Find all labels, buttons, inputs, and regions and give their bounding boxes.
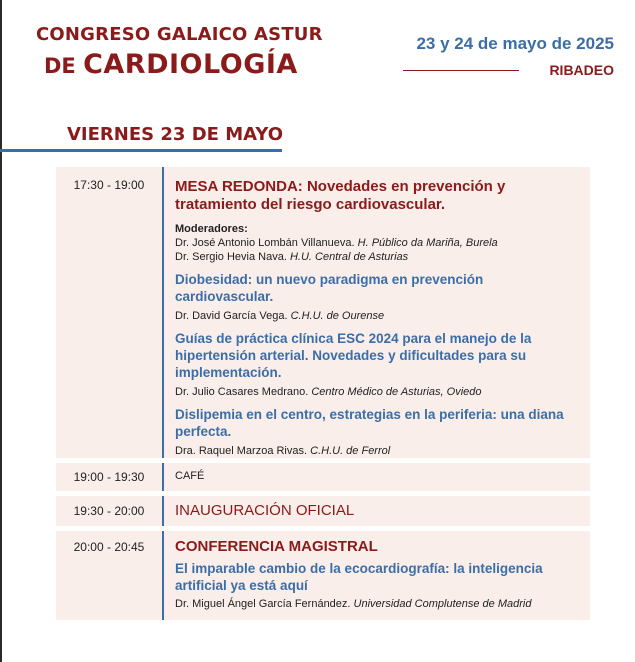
venue-divider (403, 70, 519, 71)
session-time: 17:30 - 19:00 (73, 178, 145, 192)
talk-title: Diobesidad: un nuevo paradigma en prevención cardiovascular. (175, 272, 484, 304)
schedule-block-inauguracion (56, 496, 590, 526)
congress-title-main: CARDIOLOGÍA (83, 49, 298, 80)
time-divider (162, 167, 164, 458)
speaker-institution: Universidad Complutense de Madrid (353, 598, 532, 610)
speaker-name: Dr. Miguel Ángel García Fernández. (175, 598, 351, 610)
time-divider (162, 496, 164, 526)
congress-dates: 23 y 24 de mayo de 2025 (416, 34, 614, 53)
talk-title: Dislipemia en el centro, estrategias en la periferia: una diana perfecta. (175, 407, 564, 439)
session-label: CAFÉ (175, 470, 205, 482)
moderator-name: Dr. José Antonio Lombán Villanueva. (175, 237, 355, 249)
congress-title (36, 24, 323, 80)
session-content (175, 178, 580, 458)
congress-title-line1: CONGRESO GALAICO ASTUR (36, 24, 323, 45)
time-divider (162, 531, 164, 620)
talk-title: Guías de práctica clínica ESC 2024 para el manejo de la hipertensión arterial. Novedades y dificultades para su implementación. (175, 331, 532, 380)
moderator-institution: H. Público da Mariña, Burela (357, 237, 498, 249)
talk-title: El imparable cambio de la ecocardiografía: la inteligencia artificial ya está aquí (175, 561, 543, 593)
speaker-institution: Centro Médico de Asturias, Oviedo (311, 386, 482, 398)
talk-speaker (175, 309, 580, 323)
schedule-block-cafe (56, 463, 590, 491)
session-title: CONFERENCIA MAGISTRAL (175, 538, 378, 555)
time-divider (162, 463, 164, 491)
moderator-name: Dr. Sergio Hevia Nava. (175, 251, 287, 263)
session-title: MESA REDONDA: Novedades en prevención y tratamiento del riesgo cardiovascular. (175, 178, 506, 213)
session-time: 19:00 - 19:30 (73, 470, 145, 484)
moderator-item (175, 236, 580, 250)
speaker-name: Dr. Julio Casares Medrano. (175, 386, 309, 398)
talk-speaker (175, 597, 580, 611)
speaker-institution: C.H.U. de Ourense (290, 310, 385, 322)
session-content (175, 538, 580, 611)
moderator-institution: H.U. Central de Asturias (289, 251, 409, 263)
talk-speaker (175, 444, 580, 458)
schedule-block-mesa-redonda (56, 167, 590, 458)
moderators-label: Moderadores: (175, 223, 248, 235)
day-title-underline (0, 149, 282, 152)
congress-title-prefix: DE (44, 54, 76, 78)
congress-venue: RIBADEO (549, 62, 614, 78)
speaker-name: Dr. David García Vega. (175, 310, 288, 322)
page-left-border (0, 0, 2, 662)
session-time: 19:30 - 20:00 (73, 504, 145, 518)
schedule-block-conferencia (56, 531, 590, 620)
talk-speaker (175, 385, 580, 399)
speaker-name: Dra. Raquel Marzoa Rivas. (175, 445, 308, 457)
session-time: 20:00 - 20:45 (73, 540, 145, 554)
congress-title-line2 (44, 49, 323, 80)
speaker-institution: C.H.U. de Ferrol (310, 445, 391, 457)
session-label: INAUGURACIÓN OFICIAL (175, 502, 355, 519)
moderator-item (175, 250, 580, 264)
day-title: VIERNES 23 DE MAYO (67, 124, 284, 145)
